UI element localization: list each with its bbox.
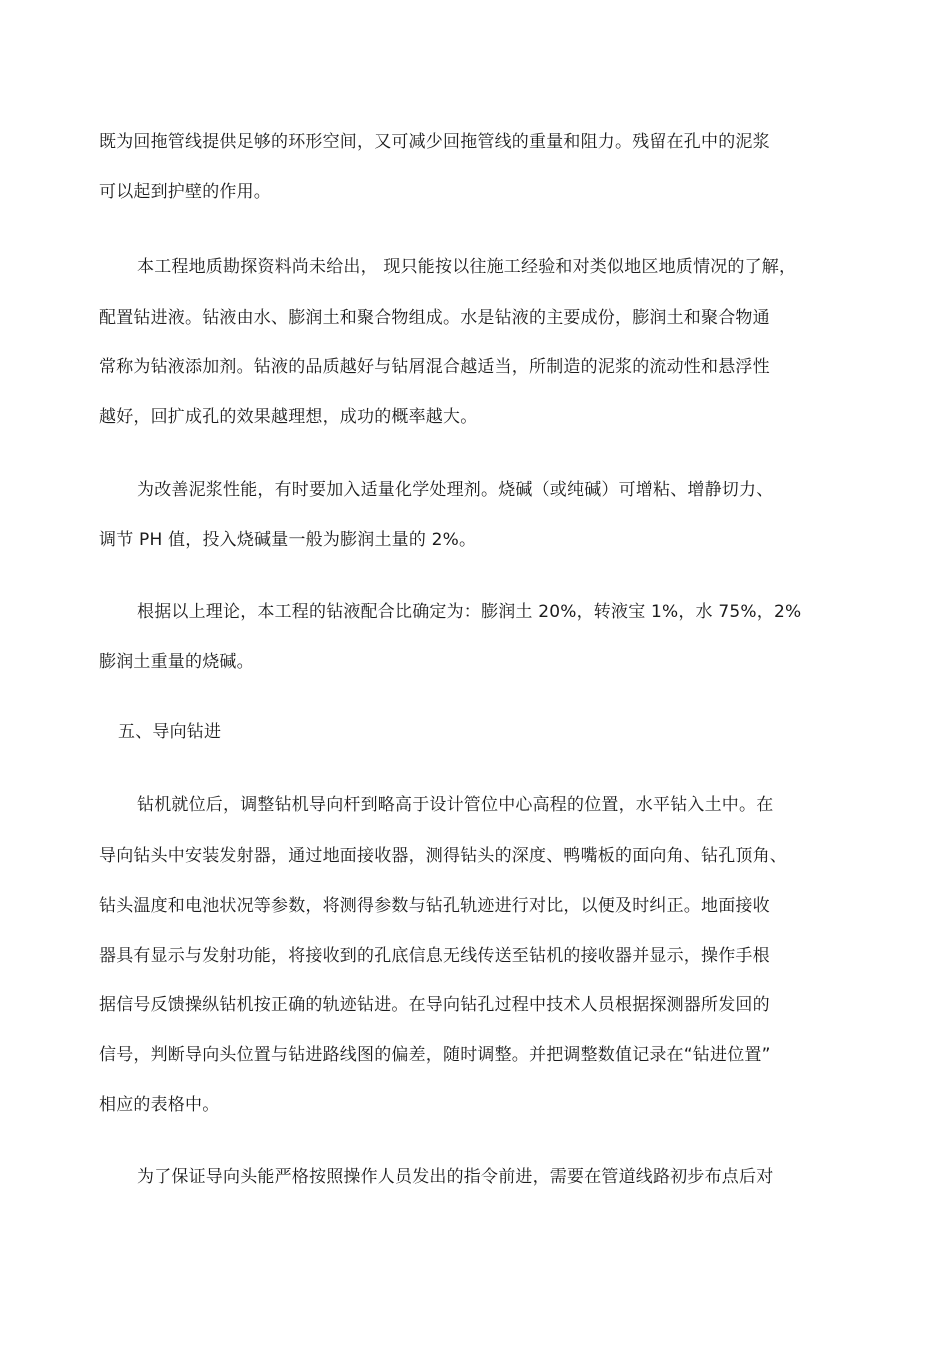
text-line: 常称为钻液添加剂。钻液的品质越好与钻屑混合越适当，所制造的泥浆的流动性和悬浮性 [99,357,770,377]
text-line: 钻机就位后，调整钻机导向杆到略高于设计管位中心高程的位置，水平钻入土中。在 [137,795,774,815]
text-line: 为了保证导向头能严格按照操作人员发出的指令前进，需要在管道线路初步布点后对 [137,1167,774,1187]
text-line: 据信号反馈操纵钻机按正确的轨迹钻进。在导向钻孔过程中技术人员根据探测器所发回的 [99,995,770,1015]
text-line: 本工程地质勘探资料尚未给出， 现只能按以往施工经验和对类似地区地质情况的了解， [137,257,797,277]
text-line: 导向钻头中安装发射器，通过地面接收器，测得钻头的深度、鸭嘴板的面向角、钻孔顶角、 [99,846,787,866]
text-line: 可以起到护壁的作用。 [99,182,271,202]
text-line: 调节 PH 值，投入烧碱量一般为膨润土量的 2%。 [99,530,477,550]
text-line: 钻头温度和电池状况等参数，将测得参数与钻孔轨迹进行对比，以便及时纠正。地面接收 [99,896,770,916]
text-line: 根据以上理论，本工程的钻液配合比确定为：膨润土 20%，转液宝 1%，水 75%，2% [137,602,802,622]
text-line: 相应的表格中。 [99,1095,220,1115]
text-line: 膨润土重量的烧碱。 [99,652,254,672]
section-heading: 五、导向钻进 [118,722,222,742]
text-line: 为改善泥浆性能，有时要加入适量化学处理剂。烧碱（或纯碱）可增粘、增静切力、 [137,480,774,500]
text-line: 器具有显示与发射功能，将接收到的孔底信息无线传送至钻机的接收器并显示，操作手根 [99,946,770,966]
text-line: 信号，判断导向头位置与钻进路线图的偏差，随时调整。并把调整数值记录在“钻进位置” [99,1045,771,1065]
text-line: 配置钻进液。钻液由水、膨润土和聚合物组成。水是钻液的主要成份，膨润土和聚合物通 [99,308,770,328]
text-line: 越好，回扩成孔的效果越理想，成功的概率越大。 [99,407,478,427]
text-line: 既为回拖管线提供足够的环形空间，又可减少回拖管线的重量和阻力。残留在孔中的泥浆 [99,132,770,152]
